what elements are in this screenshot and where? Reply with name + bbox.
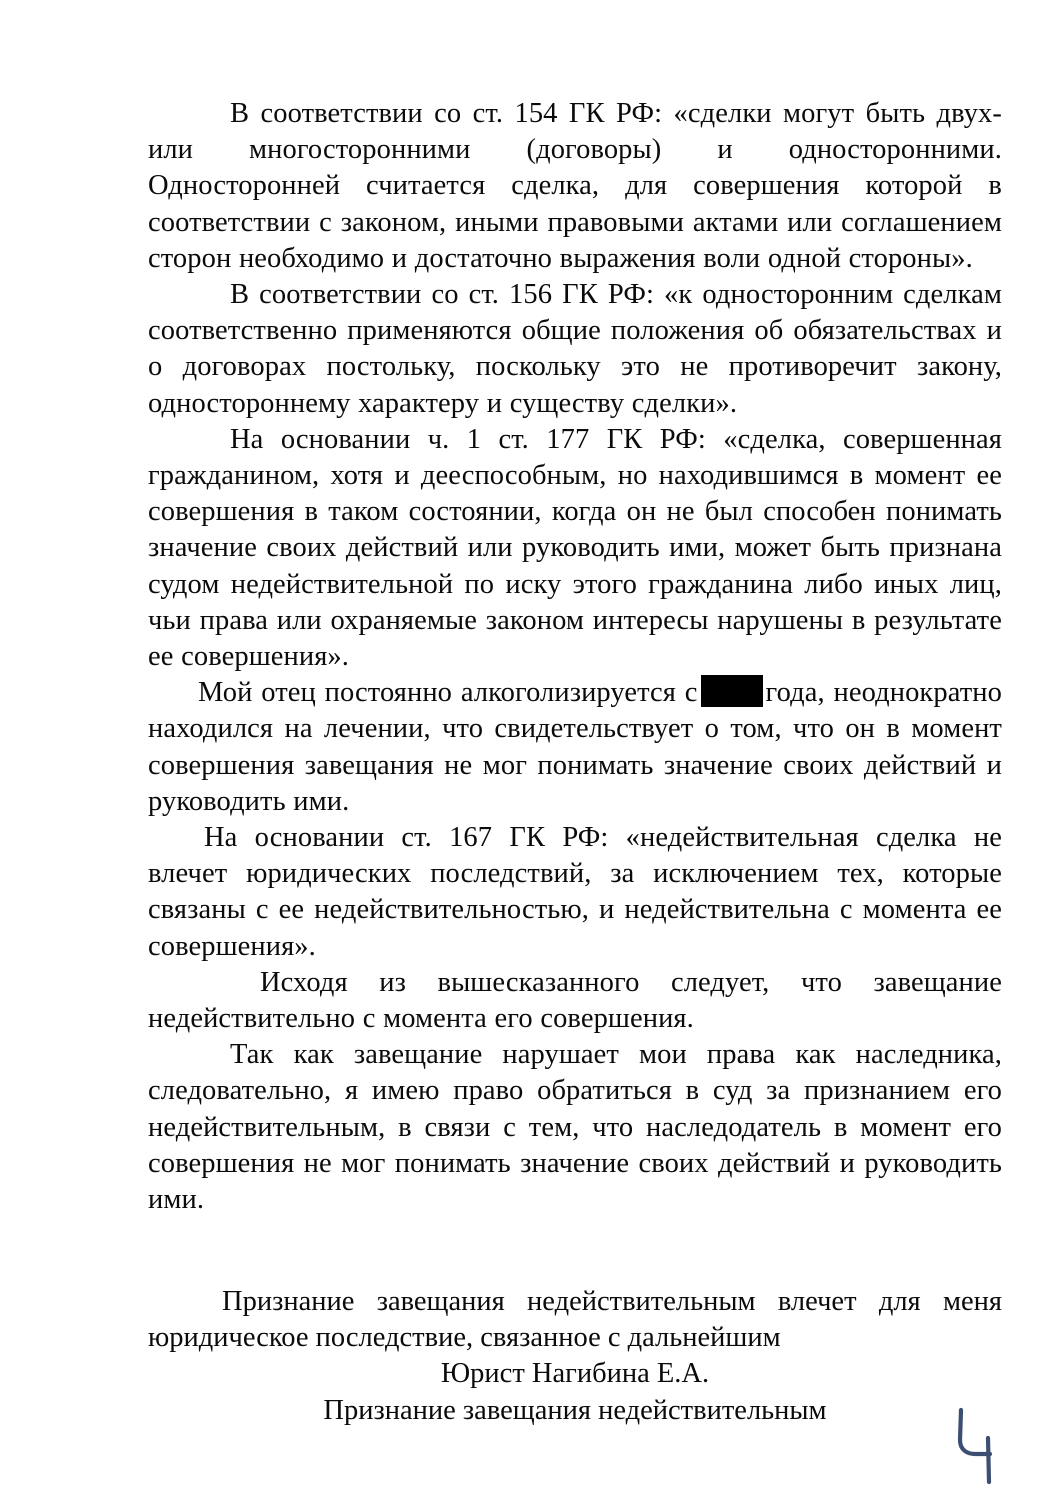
father-statement-text-after: года, неоднократно находился на лечении, что свидетельствует о том, что он в момент совершения завещания не мог понимать значение своих действий и руководить ими. bbox=[148, 677, 1002, 817]
paragraph-art-177: На основании ч. 1 ст. 177 ГК РФ: «сделка, совершенная гражданином, хотя и дееспособным, но находившимся в момент ее совершения в таком состоянии, когда он не был способен понимать значение своих действий или руководить ими, может быть признана судом недействительной по иску этого гражданина либо иных лиц, чьи права или охраняемые законом интересы нарушены в результате ее совершения». bbox=[148, 423, 1002, 673]
father-statement-text-before: Мой отец постоянно алкоголизируется с bbox=[198, 677, 698, 709]
paragraph-father-statement bbox=[148, 675, 1002, 820]
handwritten-page-number bbox=[948, 1404, 1018, 1488]
redaction-box-icon bbox=[701, 675, 763, 707]
paragraph-art-154: В соответствии со ст. 154 ГК РФ: «сделки могут быть двух- или многосторонними (договоры) и односторонними. Односторонней считается сделка, для совершения которой в соответствии с законом, иными правовыми актами или соглашением сторон необходимо и достаточно выражения воли одной стороны». bbox=[148, 98, 1002, 274]
footer-closing-paragraph: Признание завещания недействительным влечет для меня юридическое последствие, связанное с дальнейшим bbox=[148, 1286, 1002, 1354]
document-text-body bbox=[148, 96, 1002, 1218]
paragraph-rights-violation: Так как завещание нарушает мои права как наследника, следовательно, я имею право обратиться в суд за признанием его недействительным, в связи с тем, что наследодатель в момент его совершения не мог понимать значение своих действий и руководить ими. bbox=[148, 1039, 1002, 1216]
handwritten-four-icon bbox=[948, 1404, 1018, 1488]
footer-title-line: Признание завещания недействительным bbox=[323, 1394, 827, 1426]
document-footer bbox=[148, 1284, 1002, 1429]
paragraph-art-156: В соответствии со ст. 156 ГК РФ: «к односторонним сделкам соответственно применяются общие положения об обязательствах и о договорах постольку, поскольку это не противоречит закону, одностороннему характеру и существу сделки». bbox=[148, 279, 1002, 419]
paragraph-art-167: На основании ст. 167 ГК РФ: «недействительная сделка не влечет юридических последствий, за исключением тех, которые связаны с ее недействительностью, и недействительна с момента ее совершения». bbox=[148, 822, 1002, 962]
footer-signature-line: Юрист Нагибина Е.А. bbox=[440, 1358, 710, 1390]
paragraph-conclusion: Исходя из вышесказанного следует, что завещание недействительно с момента его совершения. bbox=[148, 966, 1002, 1035]
